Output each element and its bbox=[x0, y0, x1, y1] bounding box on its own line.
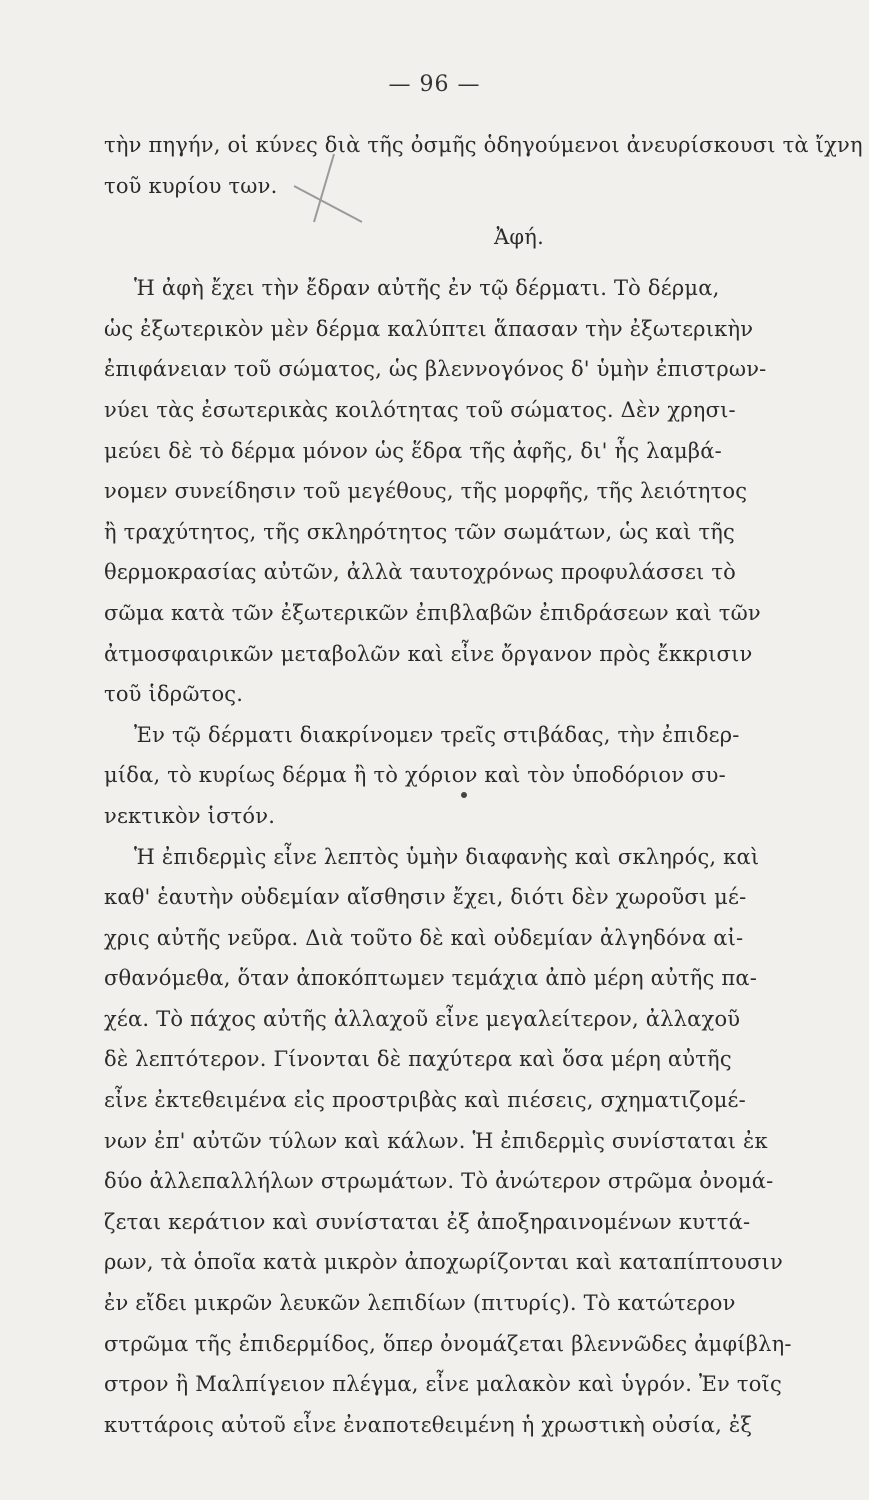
page-number: — 96 — bbox=[388, 72, 481, 97]
section-heading: Ἀφή. bbox=[494, 225, 544, 250]
text-line: εἶνε ἐκτεθειμένα εἰς προστριβὰς καὶ πιέσεις, σχηματιζομέ- bbox=[104, 1088, 746, 1113]
text-line: τὴν πηγήν, οἱ κύνες διὰ τῆς ὀσμῆς ὁδηγούμενοι ἀνευρίσκουσι τὰ ἴχνη bbox=[104, 133, 863, 157]
text-line: ἀτμοσφαιρικῶν μεταβολῶν καὶ εἶνε ὄργανον πρὸς ἔκκρισιν bbox=[104, 641, 753, 666]
text-line: μεύει δὲ τὸ δέρμα μόνον ὡς ἕδρα τῆς ἀφῆς, δι' ἧς λαμβά- bbox=[104, 438, 722, 463]
body-text bbox=[104, 125, 863, 1445]
text-line: σῶμα κατὰ τῶν ἐξωτερικῶν ἐπιβλαβῶν ἐπιδράσεων καὶ τῶν bbox=[104, 600, 761, 625]
text-line: μίδα, τὸ κυρίως δέρμα ἢ τὸ χόριον καὶ τὸν ὑποδόριον συ- bbox=[104, 763, 726, 788]
text-line: ἐπιφάνειαν τοῦ σώματος, ὡς βλεννογόνος δ' ὑμὴν ἐπιστρων- bbox=[104, 357, 767, 382]
text-line: ἢ τραχύτητος, τῆς σκληρότητος τῶν σωμάτων, ὡς καὶ τῆς bbox=[104, 519, 736, 544]
text-line: στρῶμα τῆς ἐπιδερμίδος, ὅπερ ὀνομάζεται βλεννῶδες ἀμφίβλη- bbox=[104, 1331, 792, 1356]
text-line: τοῦ κυρίου των. bbox=[104, 173, 278, 198]
text-line: νων ἐπ' αὐτῶν τύλων καὶ κάλων. Ἡ ἐπιδερμὶς συνίσταται ἐκ bbox=[104, 1128, 768, 1153]
text-line: ρων, τὰ ὁποῖα κατὰ μικρὸν ἀποχωρίζονται καὶ καταπίπτουσιν bbox=[104, 1250, 783, 1275]
text-line: θερμοκρασίας αὐτῶν, ἀλλὰ ταυτοχρόνως προφυλάσσει τὸ bbox=[104, 560, 736, 585]
text-line: χρις αὐτῆς νεῦρα. Διὰ τοῦτο δὲ καὶ οὐδεμίαν ἀλγηδόνα αἰ- bbox=[104, 925, 744, 950]
text-line: καθ' ἑαυτὴν οὐδεμίαν αἴσθησιν ἔχει, διότι δὲν χωροῦσι μέ- bbox=[104, 885, 747, 910]
text-line: σθανόμεθα, ὅταν ἀποκόπτωμεν τεμάχια ἀπὸ μέρη αὐτῆς πα- bbox=[104, 966, 758, 991]
text-line: ζεται κεράτιον καὶ συνίσταται ἐξ ἀποξηραινομένων κυττά- bbox=[104, 1209, 751, 1234]
text-line: ἐν εἴδει μικρῶν λευκῶν λεπιδίων (πιτυρίς). Τὸ κατώτερον bbox=[104, 1291, 736, 1316]
text-line: νύει τὰς ἐσωτερικὰς κοιλότητας τοῦ σώματος. Δὲν χρησι- bbox=[104, 397, 736, 422]
text-line: Ἡ ἀφὴ ἔχει τὴν ἔδραν αὐτῆς ἐν τῷ δέρματι. Τὸ δέρμα, bbox=[134, 276, 720, 301]
text-line: κυττάροις αὐτοῦ εἶνε ἐναποτεθειμένη ἡ χρωστικὴ οὐσία, ἐξ bbox=[104, 1412, 753, 1437]
text-line: ὡς ἐξωτερικὸν μὲν δέρμα καλύπτει ἅπασαν τὴν ἐξωτερικὴν bbox=[104, 316, 754, 341]
text-line: νομεν συνείδησιν τοῦ μεγέθους, τῆς μορφῆς, τῆς λειότητος bbox=[104, 479, 748, 504]
text-line: νεκτικὸν ἱστόν. bbox=[104, 803, 276, 828]
text-line: τοῦ ἱδρῶτος. bbox=[104, 682, 244, 707]
text-line: δὲ λεπτότερον. Γίνονται δὲ παχύτερα καὶ ὅσα μέρη αὐτῆς bbox=[104, 1047, 732, 1072]
text-line: χέα. Τὸ πάχος αὐτῆς ἀλλαχοῦ εἶνε μεγαλείτερον, ἀλλαχοῦ bbox=[104, 1006, 741, 1031]
text-line: δύο ἀλλεπαλλήλων στρωμάτων. Τὸ ἀνώτερον στρῶμα ὀνομά- bbox=[104, 1169, 774, 1194]
text-line: Ἡ ἐπιδερμὶς εἶνε λεπτὸς ὑμὴν διαφανὴς καὶ σκληρός, καὶ bbox=[134, 844, 760, 869]
text-line: στρον ἢ Μαλπίγειον πλέγμα, εἶνε μαλακὸν καὶ ὑγρόν. Ἐν τοῖς bbox=[104, 1372, 782, 1397]
text-line: Ἐν τῷ δέρματι διακρίνομεν τρεῖς στιβάδας, τὴν ἐπιδερ- bbox=[134, 722, 740, 747]
